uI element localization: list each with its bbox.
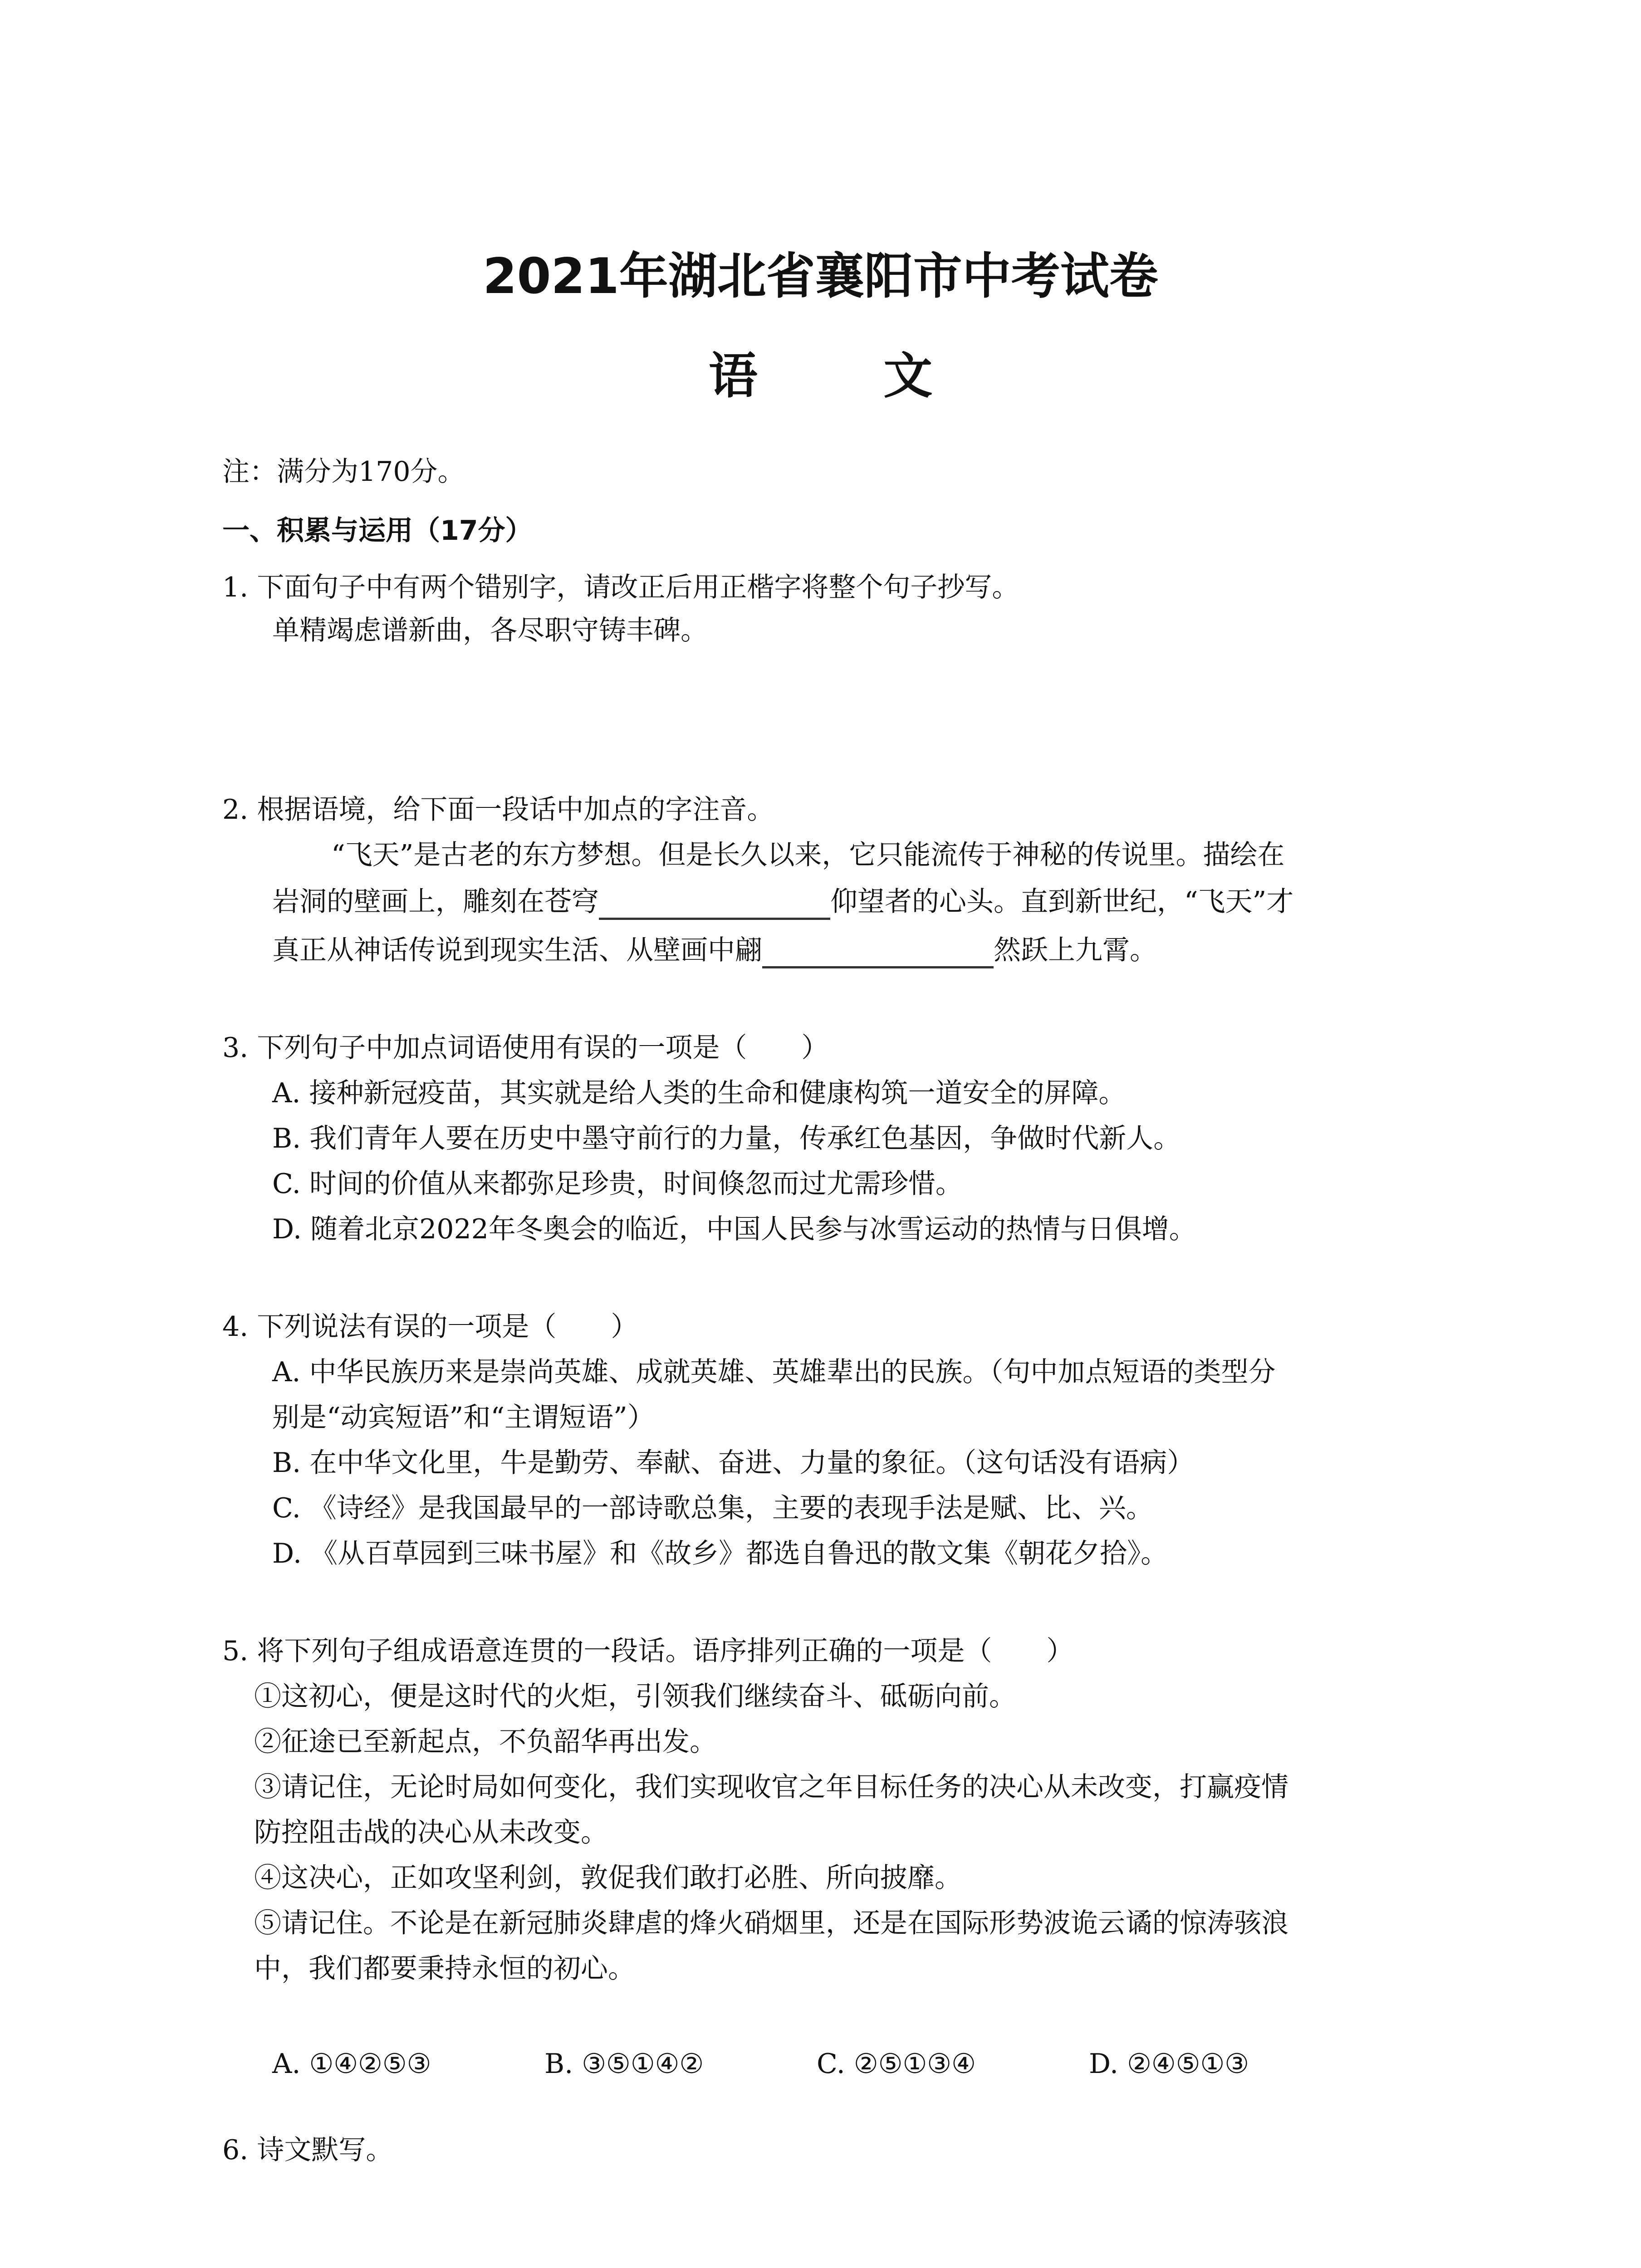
q4-option-b: B. 在中华文化里，牛是勤劳、奉献、奋进、力量的象征。（这句话没有语病） bbox=[272, 1447, 1195, 1479]
exam-title: 2021年湖北省襄阳市中考试卷 bbox=[483, 248, 1158, 305]
q5-sentence-2: ②征途已至新起点，不负韶华再出发。 bbox=[254, 1726, 717, 1758]
q2-stem: 2. 根据语境，给下面一段话中加点的字注音。 bbox=[222, 794, 774, 826]
q3-option-b: B. 我们青年人要在历史中墨守前行的力量，传承红色基因，争做时代新人。 bbox=[272, 1123, 1181, 1154]
q2-line3-text-b: 然跃上九霄。 bbox=[994, 934, 1157, 966]
q2-line2-text-b: 仰望者的心头。直到新世纪，“飞天”才 bbox=[830, 886, 1294, 918]
q3-option-c: C. 时间的价值从来都弥足珍贵，时间倏忽而过尤需珍惜。 bbox=[272, 1168, 963, 1200]
q5-option-a: A. ①④②⑤③ bbox=[272, 2048, 431, 2080]
q4-option-a-line-2: 别是“动宾短语”和“主谓短语”） bbox=[272, 1402, 655, 1433]
q5-option-c: C. ②⑤①③④ bbox=[817, 2048, 976, 2080]
q4-option-a-line-1: A. 中华民族历来是崇尚英雄、成就英雄、英雄辈出的民族。（句中加点短语的类型分 bbox=[272, 1356, 1276, 1388]
q5-sentence-4: ④这决心，正如攻坚利剑，敦促我们敢打必胜、所向披靡。 bbox=[254, 1862, 962, 1894]
q2-passage-line-1: “飞天”是古老的东方梦想。但是长久以来，它只能流传于神秘的传说里。描绘在 bbox=[331, 839, 1285, 871]
q5-sentence-1: ①这初心，便是这时代的火炬，引领我们继续奋斗、砥砺向前。 bbox=[254, 1681, 1016, 1712]
q1-stem: 1. 下面句子中有两个错别字，请改正后用正楷字将整个句子抄写。 bbox=[222, 572, 1019, 603]
q5-options bbox=[272, 2046, 1316, 2082]
q3-option-a: A. 接种新冠疫苗，其实就是给人类的生命和健康构筑一道安全的屏障。 bbox=[272, 1077, 1126, 1109]
q5-sentence-3-line-2: 防控阻击战的决心从未改变。 bbox=[254, 1817, 608, 1848]
q6-stem: 6. 诗文默写。 bbox=[222, 2134, 393, 2166]
q2-line2-text-a: 岩洞的壁画上，雕刻在苍穹 bbox=[272, 886, 599, 918]
q5-stem: 5. 将下列句子组成语意连贯的一段话。语序排列正确的一项是（ ） bbox=[222, 1635, 1074, 1667]
section-heading: 一、积累与运用（17分） bbox=[222, 515, 533, 547]
q3-option-d: D. 随着北京2022年冬奥会的临近，中国人民参与冰雪运动的热情与日俱增。 bbox=[272, 1213, 1196, 1245]
subject-title: 语 文 bbox=[708, 348, 987, 405]
q5-sentence-3-line-1: ③请记住，无论时局如何变化，我们实现收官之年目标任务的决心从未改变，打赢疫情 bbox=[254, 1771, 1288, 1803]
q4-stem: 4. 下列说法有误的一项是（ ） bbox=[222, 1311, 638, 1343]
q2-passage-line-2 bbox=[272, 884, 1293, 920]
q4-option-c: C. 《诗经》是我国最早的一部诗歌总集，主要的表现手法是赋、比、兴。 bbox=[272, 1492, 1153, 1524]
score-note: 注：满分为170分。 bbox=[222, 456, 465, 488]
q3-stem: 3. 下列句子中加点词语使用有误的一项是（ ） bbox=[222, 1032, 829, 1064]
q5-option-d: D. ②④⑤①③ bbox=[1089, 2048, 1249, 2080]
q5-option-b: B. ③⑤①④② bbox=[544, 2048, 704, 2080]
q2-passage-line-3 bbox=[272, 932, 1157, 968]
q4-option-d: D. 《从百草园到三味书屋》和《故乡》都选自鲁迅的散文集《朝花夕拾》。 bbox=[272, 1538, 1168, 1569]
q5-sentence-5-line-2: 中，我们都要秉持永恒的初心。 bbox=[254, 1953, 635, 1984]
pinyin-blank-2[interactable] bbox=[762, 938, 994, 968]
q1-sentence: 单精竭虑谱新曲，各尽职守铸丰碑。 bbox=[272, 615, 708, 646]
q5-sentence-5-line-1: ⑤请记住。不论是在新冠肺炎肆虐的烽火硝烟里，还是在国际形势波诡云谲的惊涛骇浪 bbox=[254, 1907, 1288, 1939]
q2-line3-text-a: 真正从神话传说到现实生活、从壁画中翩 bbox=[272, 934, 762, 966]
pinyin-blank-1[interactable] bbox=[599, 890, 830, 920]
